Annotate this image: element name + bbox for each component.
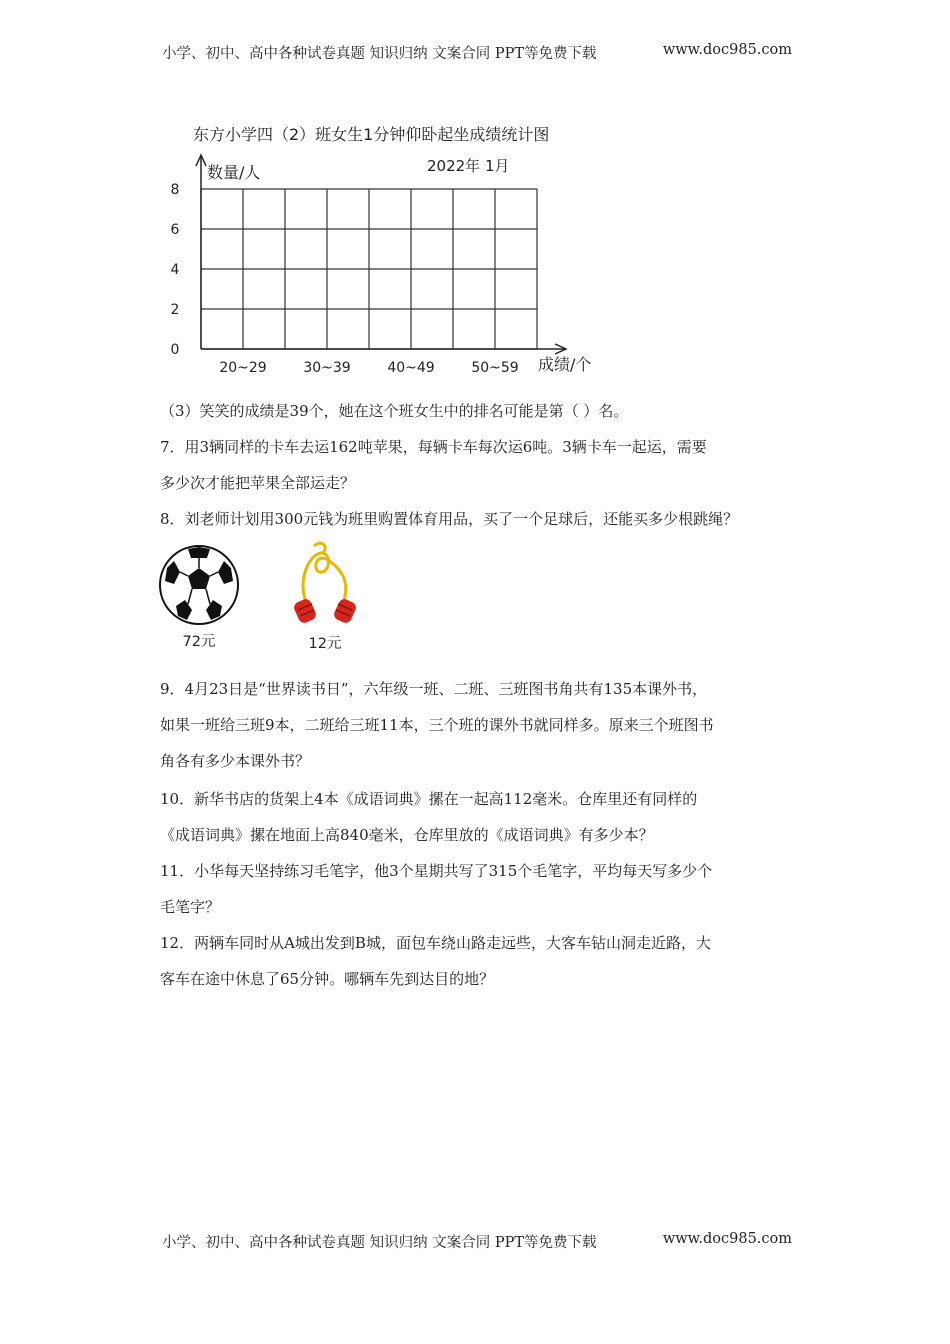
x-tick-label: 50~59	[471, 360, 519, 376]
y-tick-label: 4	[170, 262, 180, 278]
question-6-3: （3）笑笑的成绩是39个，她在这个班女生中的排名可能是第（ ）名。	[160, 402, 629, 420]
question-11-line-1: 11．小华每天坚持练习毛笔字，他3个星期共写了315个毛笔字，平均每天写多少个	[160, 862, 713, 880]
header-left-text: 小学、初中、高中各种试卷真题 知识归纳 文案合同 PPT等免费下载	[162, 46, 597, 62]
x-axis-label: 成绩/个	[538, 355, 592, 374]
chart-grid	[201, 189, 537, 349]
y-axis-label: 数量/人	[207, 163, 261, 182]
x-tick-label: 20~29	[219, 360, 267, 376]
question-9-line-1: 9．4月23日是“世界读书日”，六年级一班、二班、三班图书角共有135本课外书，	[160, 680, 708, 698]
chart-axes	[196, 155, 566, 354]
question-12-line-1: 12．两辆车同时从A城出发到B城，面包车绕山路走远些，大客车钻山洞走近路，大	[160, 934, 711, 952]
question-11-line-2: 毛笔字？	[160, 898, 221, 916]
question-10-line-1: 10．新华书店的货架上4本《成语词典》摞在一起高112毫米。仓库里还有同样的	[160, 790, 698, 808]
x-tick-label: 40~49	[387, 360, 435, 376]
question-12-line-2: 客车在途中休息了65分钟。哪辆车先到达目的地？	[160, 970, 495, 988]
question-7-line-1: 7．用3辆同样的卡车去运162吨苹果，每辆卡车每次运6吨。3辆卡车一起运，需要	[160, 438, 707, 456]
chart-subtitle: 2022年 1月	[427, 157, 510, 175]
jump-rope-item	[284, 540, 366, 653]
question-10-line-2: 《成语词典》摞在地面上高840毫米，仓库里放的《成语词典》有多少本？	[160, 826, 654, 844]
page-header	[162, 42, 792, 63]
bar-chart	[165, 118, 615, 388]
footer-url[interactable]: www.doc985.com	[662, 1231, 792, 1247]
question-9-line-3: 角各有多少本课外书？	[160, 752, 311, 770]
question-9-line-2: 如果一班给三班9本，二班给三班11本，三个班的课外书就同样多。原来三个班图书	[160, 716, 714, 734]
jump-rope-price: 12元	[308, 636, 342, 652]
y-tick-label: 2	[170, 302, 180, 318]
page-footer	[162, 1231, 792, 1252]
y-tick-label: 0	[170, 342, 180, 358]
y-tick-label: 8	[170, 182, 180, 198]
header-url[interactable]: www.doc985.com	[662, 42, 792, 58]
question-8: 8．刘老师计划用300元钱为班里购置体育用品，买了一个足球后，还能买多少根跳绳？	[160, 510, 739, 528]
footer-left-text: 小学、初中、高中各种试卷真题 知识归纳 文案合同 PPT等免费下载	[162, 1235, 597, 1251]
jump-rope-icon	[284, 540, 366, 628]
chart-title: 东方小学四（2）班女生1分钟仰卧起坐成绩统计图	[193, 125, 550, 144]
chart-svg	[165, 118, 615, 388]
y-tick-label: 6	[170, 222, 180, 238]
question-7-line-2: 多少次才能把苹果全部运走？	[160, 474, 356, 492]
football-icon	[158, 544, 240, 626]
football-price: 72元	[182, 634, 216, 650]
x-tick-label: 30~39	[303, 360, 351, 376]
football-item	[158, 544, 240, 651]
chart-ticks	[171, 182, 519, 376]
